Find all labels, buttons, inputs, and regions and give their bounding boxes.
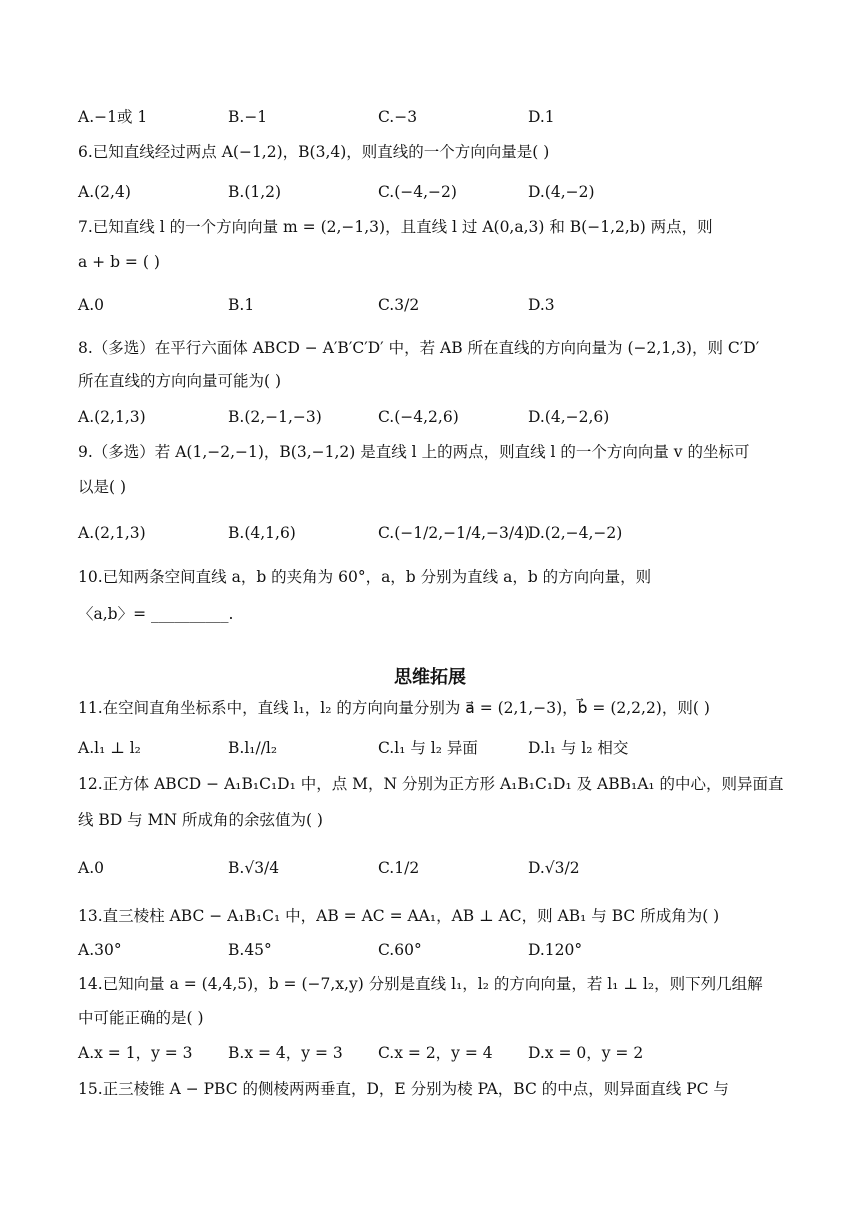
q7-option-a: A.0 [78,296,104,314]
q11-option-d: D.l₁ 与 l₂ 相交 [528,739,629,757]
q13-option-c: C.60° [378,941,422,959]
q11-option-b: B.l₁//l₂ [228,739,278,757]
q14-options [78,1038,788,1068]
q7-stem-line2: a + b = ( ) [78,253,160,271]
q7-option-c: C.3/2 [378,296,420,314]
q11-option-c: C.l₁ 与 l₂ 异面 [378,739,478,757]
q9-option-d: D.(2,−4,−2) [528,524,623,542]
q13-options [78,935,788,965]
q8-option-b: B.(2,−1,−3) [228,408,322,426]
q9-stem-line1: 9.（多选）若 A(1,−2,−1)，B(3,−1,2) 是直线 l 上的两点，则直线 l 的一个方向向量 v 的坐标可 [78,443,750,461]
q11-stem: 11.在空间直角坐标系中，直线 l₁，l₂ 的方向向量分别为 a⃗ = (2,1,−3)，b⃗ = (2,2,2)，则( ) [78,699,710,717]
q12-option-a: A.0 [78,859,104,877]
q7-options [78,290,788,320]
q13-stem: 13.直三棱柱 ABC − A₁B₁C₁ 中，AB = AC = AA₁，AB ⊥ AC，则 AB₁ 与 BC 所成角为( ) [78,907,720,925]
q12-stem-line2: 线 BD 与 MN 所成角的余弦值为( ) [78,811,323,829]
q9-option-c: C.(−1/2,−1/4,−3/4) [378,524,530,542]
q8-option-d: D.(4,−2,6) [528,408,610,426]
q6-option-c: C.(−4,−2) [378,183,457,201]
q14-stem-line2: 中可能正确的是( ) [78,1009,204,1027]
q12-option-b: B.√3/4 [228,859,280,877]
q8-stem-line2: 所在直线的方向向量可能为( ) [78,372,282,390]
section-title: 思维拓展 [394,667,466,688]
q12-option-c: C.1/2 [378,859,420,877]
q6-option-b: B.(1,2) [228,183,282,201]
q8-option-a: A.(2,1,3) [78,408,146,426]
q13-option-a: A.30° [78,941,122,959]
q9-options [78,518,788,548]
q11-options [78,733,788,763]
q5-option-b: B.−1 [228,108,268,126]
q14-option-b: B.x = 4，y = 3 [228,1044,343,1062]
q5-option-d: D.1 [528,108,555,126]
q12-option-d: D.√3/2 [528,859,580,877]
q7-option-b: B.1 [228,296,255,314]
q8-stem-line1: 8.（多选）在平行六面体 ABCD − A′B′C′D′ 中，若 AB 所在直线的方向向量为 (−2,1,3)，则 C′D′ [78,339,760,357]
q14-option-c: C.x = 2，y = 4 [378,1044,493,1062]
q12-stem-line1: 12.正方体 ABCD − A₁B₁C₁D₁ 中，点 M，N 分别为正方形 A₁B₁C₁D₁ 及 ABB₁A₁ 的中心，则异面直 [78,775,784,793]
q14-stem-line1: 14.已知向量 a = (4,4,5)，b = (−7,x,y) 分别是直线 l₁，l₂ 的方向向量，若 l₁ ⊥ l₂，则下列几组解 [78,975,763,993]
q9-option-a: A.(2,1,3) [78,524,146,542]
q5-option-c: C.−3 [378,108,418,126]
q5-options [78,102,788,132]
q10-stem-line1: 10.已知两条空间直线 a，b 的夹角为 60°，a，b 分别为直线 a，b 的方向向量，则 [78,568,652,586]
q14-option-a: A.x = 1，y = 3 [78,1044,193,1062]
q13-option-b: B.45° [228,941,272,959]
q7-option-d: D.3 [528,296,555,314]
q5-option-a: A.−1或 1 [78,108,148,126]
q15-stem-line1: 15.正三棱锥 A − PBC 的侧棱两两垂直，D，E 分别为棱 PA，BC 的中点，则异面直线 PC 与 [78,1080,729,1098]
q9-option-b: B.(4,1,6) [228,524,296,542]
q12-options [78,853,788,883]
q6-options [78,177,788,207]
q7-stem-line1: 7.已知直线 l 的一个方向向量 m = (2,−1,3)，且直线 l 过 A(0,a,3) 和 B(−1,2,b) 两点，则 [78,218,713,236]
q6-option-a: A.(2,4) [78,183,131,201]
q14-option-d: D.x = 0，y = 2 [528,1044,644,1062]
q13-option-d: D.120° [528,941,583,959]
q8-option-c: C.(−4,2,6) [378,408,459,426]
q6-option-d: D.(4,−2) [528,183,595,201]
q10-stem-line2: 〈a,b〉= __________. [78,605,234,623]
q9-stem-line2: 以是( ) [78,478,127,496]
q6-stem: 6.已知直线经过两点 A(−1,2)，B(3,4)，则直线的一个方向向量是( ) [78,143,550,161]
q11-option-a: A.l₁ ⊥ l₂ [78,739,141,757]
q8-options [78,402,788,432]
